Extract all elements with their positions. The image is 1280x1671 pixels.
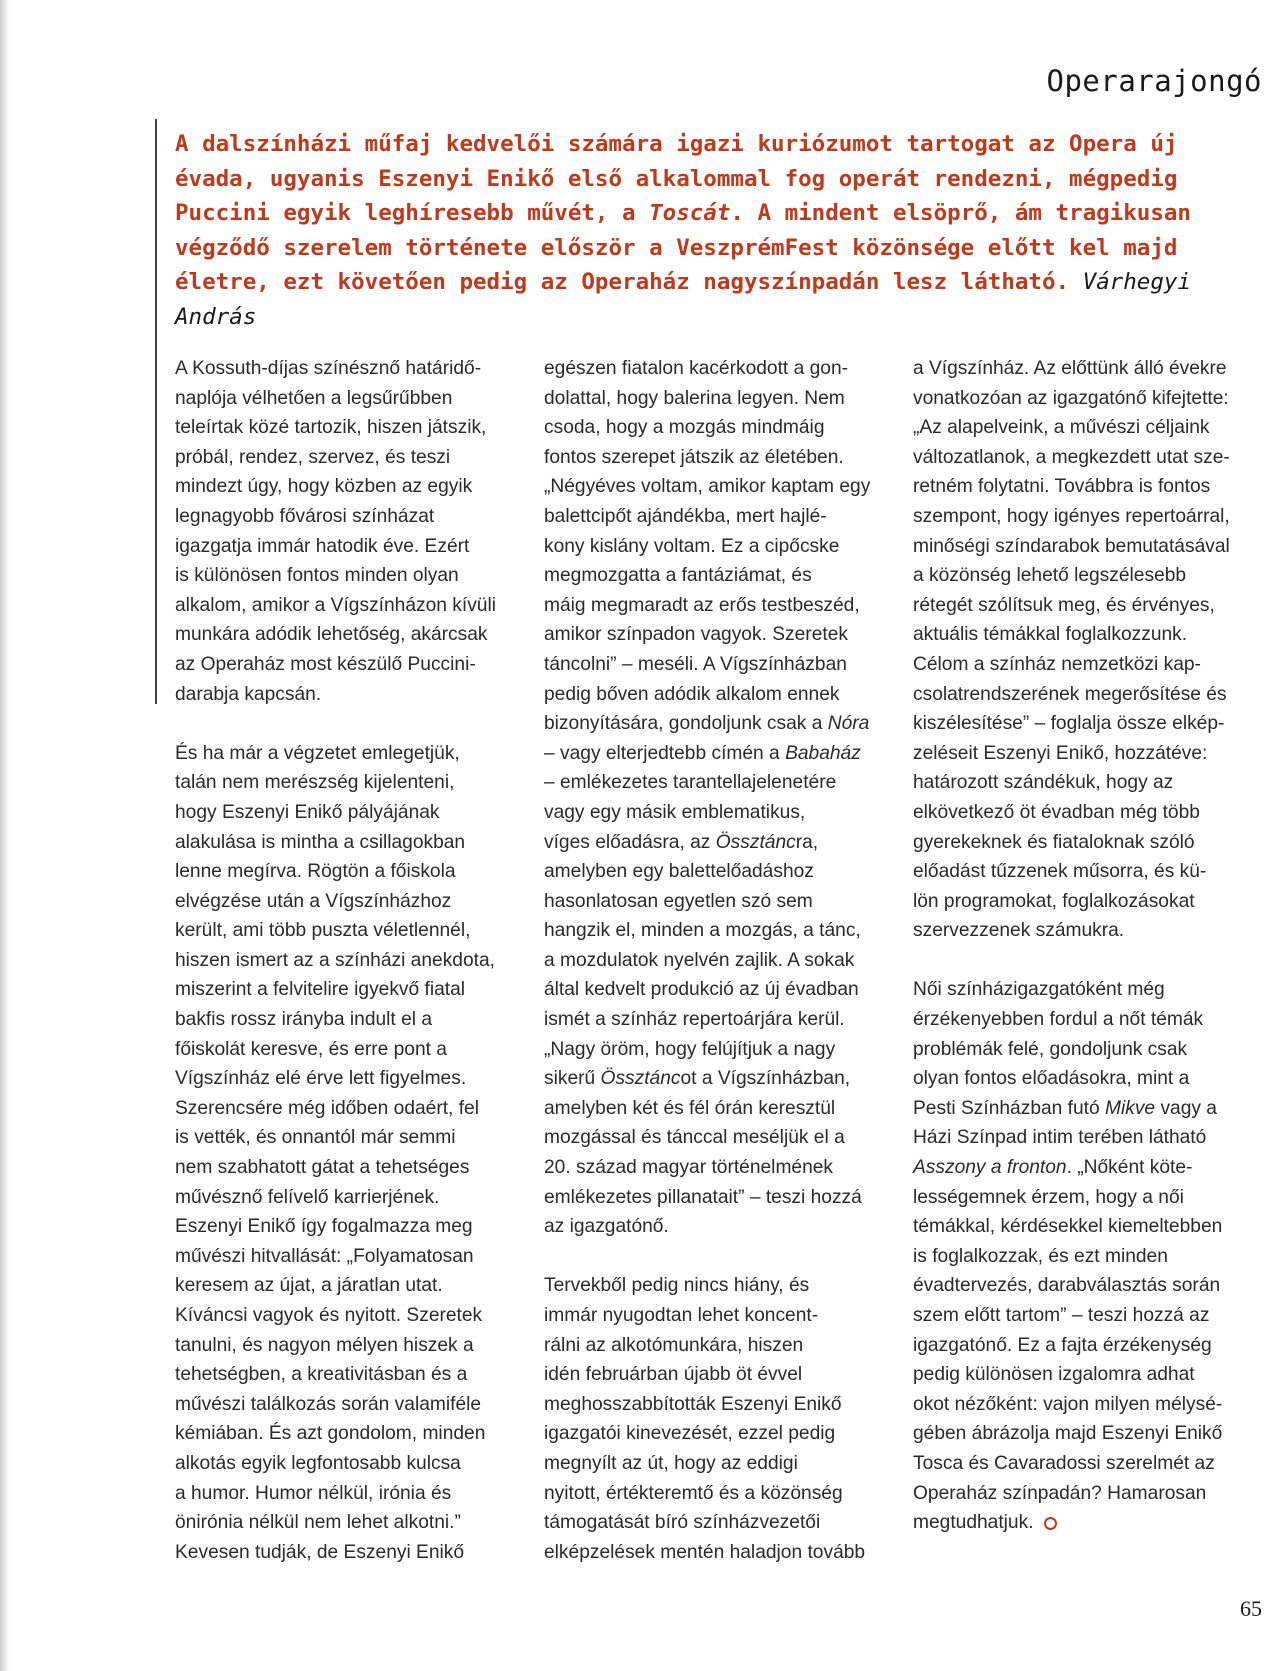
paragraph-break <box>544 1242 899 1272</box>
text-line: gében ábrázolja majd Eszenyi Enikő <box>913 1423 1223 1445</box>
text-line: máig megmaradt az erős testbeszéd, <box>544 594 860 616</box>
text-line: okot nézőként: vajon milyen mélysé- <box>913 1393 1223 1415</box>
paragraph-break <box>175 709 530 739</box>
text-line: pedig különösen izgalomra adhat <box>913 1364 1195 1386</box>
article-column-2 <box>544 354 899 1567</box>
text-line: sikerű Össztáncot a Vígszínházban, <box>544 1068 851 1090</box>
text-line: nem szabhatott gátat a tehetséges <box>175 1157 470 1179</box>
text-line: keresem az újat, a járatlan utat. <box>175 1275 443 1297</box>
text-line: alkotás egyik legfontosabb kulcsa <box>175 1452 461 1474</box>
text-line: nyitott, értékteremtő és a közönség <box>544 1482 843 1504</box>
text-line: munkára adódik lehetőség, akárcsak <box>175 624 488 646</box>
text-line: Házi Színpad intim terében látható <box>913 1127 1207 1149</box>
text-line: Tosca és Cavaradossi szerelmét az <box>913 1452 1215 1474</box>
text-line: Célom a színház nemzetközi kap- <box>913 653 1201 675</box>
text-line: „Négyéves voltam, amikor kaptam egy <box>544 476 871 498</box>
text-line: minőségi színdarabok bemutatásával <box>913 535 1230 557</box>
text-line: változatlanok, a megkezdett utat sze- <box>913 446 1230 468</box>
text-line: dolattal, hogy balerina legyen. Nem <box>544 387 845 409</box>
text-line: igazgatói kinevezését, ezzel pedig <box>544 1423 836 1445</box>
italic-title: Mikve <box>1105 1097 1156 1119</box>
text-line: határozott szándékuk, hogy az <box>913 772 1174 794</box>
text-line: „Nagy öröm, hogy felújítjuk a nagy <box>544 1038 836 1060</box>
text-line: szervezzenek számukra. <box>913 920 1125 942</box>
italic-title: Babaház <box>785 742 861 764</box>
text-line: mozgással és tánccal meséljük el a <box>544 1127 845 1149</box>
italic-title: Nóra <box>827 713 870 735</box>
text-line: kiszélesítése” – foglalja össze elkép- <box>913 713 1225 735</box>
text-line: került, ami több puszta véletlennél, <box>175 920 471 942</box>
text-line: kony kislány voltam. Ez a cipőcske <box>544 535 840 557</box>
text-line: fontos szerepet játszik az életében. <box>544 446 844 468</box>
text-line: naplója vélhetően a legsűrűbben <box>175 387 453 409</box>
text-line: rálni az alkotómunkára, hiszen <box>544 1334 804 1356</box>
text-line: a mozdulatok nyelvén zajlik. A sokak <box>544 949 855 971</box>
text-line: szem előtt tartom” – teszi hozzá az <box>913 1305 1210 1326</box>
text-line: olyan fontos előadásokra, mint a <box>913 1068 1190 1090</box>
text-line: retném folytatni. Továbbra is fontos <box>913 476 1211 498</box>
text-line: Szerencsére még időben odaért, fel <box>175 1097 479 1119</box>
text-line: idén februárban újabb öt évvel <box>544 1364 803 1386</box>
text-line: táncolni” – meséli. A Vígszínházban <box>544 653 847 675</box>
page-number: 65 <box>1240 1596 1262 1621</box>
text-line: megmozgatta a fantáziámat, és <box>544 565 812 587</box>
text-line: „Az alapelveink, a művészi céljaink <box>913 417 1210 439</box>
text-line: elképzelések mentén haladjon tovább <box>544 1541 866 1563</box>
text-line: a humor. Humor nélkül, irónia és <box>175 1482 452 1504</box>
text-line: elkövetkező öt évadban még több <box>913 801 1200 823</box>
text-line: – emlékezetes tarantellajelenetére <box>544 772 837 794</box>
text-line: Eszenyi Enikő így fogalmazza meg <box>175 1216 473 1238</box>
text-line: 20. század magyar történelmének <box>544 1157 834 1179</box>
text-line: aktuális témákkal foglalkozzunk. <box>913 624 1188 646</box>
text-line: művészi hitvallását: „Folyamatosan <box>175 1245 474 1267</box>
text-line: legnagyobb fővárosi színházat <box>175 505 435 527</box>
text-line: lön programokat, foglalkozásokat <box>913 890 1195 912</box>
text-line: problémák felé, gondoljunk csak <box>913 1038 1188 1060</box>
text-line: bakfis rossz irányba indult el a <box>175 1009 433 1031</box>
text-line: zeléseit Eszenyi Enikő, hozzátéve: <box>913 742 1208 764</box>
text-line: gyerekeknek és fiataloknak szóló <box>913 831 1195 853</box>
text-line: egészen fiatalon kacérkodott a gon- <box>544 358 849 379</box>
text-line: művésznő felívelő karrierjének. <box>175 1186 440 1208</box>
text-line: balettcipőt ajándékba, mert hajlé- <box>544 505 827 527</box>
text-line: Női színházigazgatóként még <box>913 979 1165 1001</box>
text-line: Tervekből pedig nincs hiány, és <box>544 1275 810 1297</box>
lead-rule <box>155 119 157 704</box>
text-line: Operaház színpadán? Hamarosan <box>913 1482 1207 1504</box>
text-line: emlékezetes pillanatait” – teszi hozzá <box>544 1186 862 1208</box>
text-line: évadtervezés, darabválasztás során <box>913 1275 1221 1297</box>
text-line: És ha már a végzetet emlegetjük, <box>175 742 460 764</box>
text-line: amelyben egy balettelőadáshoz <box>544 861 814 883</box>
text-line: Vígszínház elé érve lett figyelmes. <box>175 1068 467 1090</box>
page-gutter-shadow <box>0 0 10 1671</box>
text-line: által kedvelt produkció az új évadban <box>544 979 859 1001</box>
text-line: Pesti Színházban futó Mikve vagy a <box>913 1097 1217 1119</box>
text-line: is vették, és onnantól már semmi <box>175 1127 456 1149</box>
text-line: próbál, rendez, szervez, és teszi <box>175 446 451 468</box>
text-line: szempont, hogy igényes repertoárral, <box>913 505 1230 527</box>
text-line: darabja kapcsán. <box>175 683 322 705</box>
text-line: vagy egy másik emblematikus, <box>544 801 806 823</box>
italic-title: Össztánc <box>600 1068 681 1090</box>
lead-text-1: A dalszínházi műfaj kedvelői számára igazi kuriózumot tartogat az Opera új évada, ugyanis Eszenyi Enikő első alkalommal fog operát rendezni, mégpedig Puccini egyik leghíresebb művét, a <box>175 131 1178 226</box>
text-line: érzékenyebben fordul a nőt témák <box>913 1009 1204 1031</box>
italic-title: Asszony a fronton <box>913 1157 1067 1179</box>
article-column-1 <box>175 354 530 1567</box>
text-line: A Kossuth-díjas színésznő határidő- <box>175 358 482 379</box>
text-line: víges előadásra, az Össztáncra, <box>544 831 819 853</box>
text-line: megtudhatjuk. <box>913 1508 1268 1538</box>
text-line: művészi találkozás során valamiféle <box>175 1393 482 1415</box>
text-line: megnyílt az út, hogy az eddigi <box>544 1452 798 1474</box>
text-line: főiskolát keresve, és erre pont a <box>175 1038 447 1060</box>
text-line: – vagy elterjedtebb címén a Babaház <box>544 742 861 764</box>
text-line: rétegét szólítsuk meg, és érvényes, <box>913 594 1215 616</box>
text-line: Kíváncsi vagyok és nyitott. Szeretek <box>175 1305 483 1326</box>
text-line: vonatkozóan az igazgatónő kifejtette: <box>913 387 1229 409</box>
text-line: bizonyítására, gondoljunk csak a Nóra <box>544 713 870 735</box>
italic-title: Össztánc <box>715 831 796 853</box>
text-line: meghosszabbították Eszenyi Enikő <box>544 1393 842 1415</box>
text-line: igazgatja immár hatodik éve. Ezért <box>175 535 470 557</box>
article-column-3 <box>913 354 1268 1538</box>
text-line: elvégzése után a Vígszínházhoz <box>175 890 452 912</box>
text-line: amikor színpadon vagyok. Szeretek <box>544 624 848 646</box>
text-line: immár nyugodtan lehet koncent- <box>544 1305 819 1326</box>
text-line: csolatrendszerének megerősítése és <box>913 683 1227 705</box>
text-line: hasonlatosan egyetlen szó sem <box>544 890 813 912</box>
text-line: alkalom, amikor a Vígszínházon kívüli <box>175 594 496 616</box>
text-line: támogatását bíró színházvezetői <box>544 1512 821 1534</box>
text-line: igazgatónő. Ez a fajta érzékenység <box>913 1334 1212 1356</box>
text-line: hogy Eszenyi Enikő pályájának <box>175 801 440 823</box>
text-line: kémiában. És azt gondolom, minden <box>175 1423 486 1445</box>
text-line: Asszony a fronton. „Nőként köte- <box>913 1157 1193 1179</box>
text-line: hiszen ismert az a színházi anekdota, <box>175 949 495 971</box>
text-line: lességemnek érzem, hogy a női <box>913 1186 1184 1208</box>
paragraph-break <box>913 946 1268 976</box>
text-line: az igazgatónő. <box>544 1216 669 1238</box>
text-line: teleírtak közé tartozik, hiszen játszik, <box>175 417 487 439</box>
text-line: előadást tűzzenek műsorra, és kü- <box>913 861 1207 883</box>
text-line: Kevesen tudják, de Eszenyi Enikő <box>175 1541 465 1563</box>
end-mark-icon <box>1044 1517 1057 1530</box>
lead-paragraph <box>175 127 1245 334</box>
lead-text-2: . A mindent elsöprő, ám tragikusan végződő szerelem története először a VeszprémFest közönsége előtt kel majd életre, ezt követően pedig az Operaház nagyszínpadán lesz látható. <box>175 200 1191 295</box>
text-line: is foglalkozzak, és ezt minden <box>913 1245 1168 1267</box>
text-line: tanulni, és nagyon mélyen hiszek a <box>175 1334 474 1356</box>
text-line: ismét a színház repertoárjára kerül. <box>544 1009 845 1031</box>
text-line: témákkal, kérdésekkel kiemeltebben <box>913 1216 1223 1238</box>
text-line: alakulása is mintha a csillagokban <box>175 831 466 853</box>
section-title: Operarajongó <box>1046 64 1262 98</box>
text-line: lenne megírva. Rögtön a főiskola <box>175 861 456 883</box>
text-line: miszerint a felvitelire igyekvő fiatal <box>175 979 466 1001</box>
text-line: az Operaház most készülő Puccini- <box>175 653 476 675</box>
text-line: a Vígszínház. Az előttünk álló évekre <box>913 358 1227 379</box>
text-line: pedig bőven adódik alkalom ennek <box>544 683 840 705</box>
lead-author: Várhegyi András <box>175 269 1191 330</box>
text-line: talán nem merészség kijelenteni, <box>175 772 455 794</box>
text-line: is különösen fontos minden olyan <box>175 565 459 587</box>
text-line: tehetségben, a kreativitásban és a <box>175 1364 468 1386</box>
text-line: csoda, hogy a mozgás mindmáig <box>544 417 825 439</box>
text-line: mindezt úgy, hogy közben az egyik <box>175 476 473 498</box>
text-line: a közönség lehető legszélesebb <box>913 565 1187 587</box>
text-line: hangzik el, minden a mozgás, a tánc, <box>544 920 861 942</box>
text-line: amelyben két és fél órán keresztül <box>544 1097 836 1119</box>
lead-title: Toscát <box>649 200 731 226</box>
text-line: önirónia nélkül nem lehet alkotni.” <box>175 1512 461 1534</box>
